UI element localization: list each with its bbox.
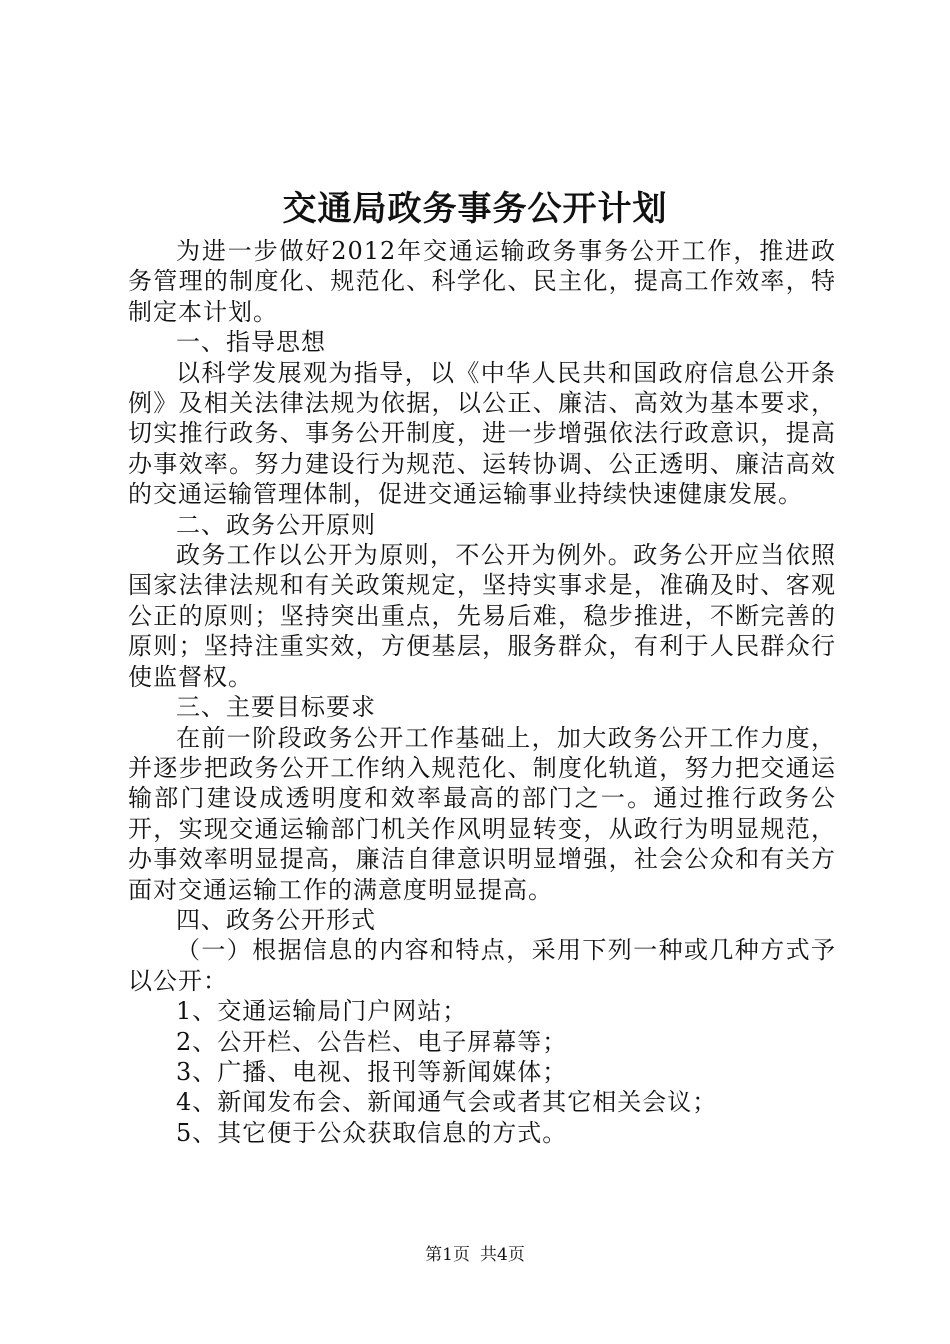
section-heading-forms: 四、政务公开形式	[176, 905, 376, 934]
guiding-ideology-paragraph: 以科学发展观为指导，以《中华人民共和国政府信息公开条例》及相关法律法规为依据，以公正、廉洁、高效为基本要求，切实推行政务、事务公开制度，进一步增强依法行政意识，提高办事效率。努力建设行为规范、运转协调、公正透明、廉洁高效的交通运输管理体制，促进交通运输事业持续快速健康发展。	[128, 358, 836, 509]
section-heading-principles: 二、政务公开原则	[176, 510, 376, 539]
document-body	[128, 236, 836, 1148]
list-item: 2、公开栏、公告栏、电子屏幕等；	[176, 1027, 568, 1056]
list-item: 5、其它便于公众获取信息的方式。	[176, 1118, 568, 1147]
page-total: 共4页	[480, 1245, 525, 1265]
section-heading-guiding-ideology: 一、指导思想	[176, 328, 326, 357]
forms-intro-paragraph: （一）根据信息的内容和特点，采用下列一种或几种方式予以公开：	[128, 936, 836, 995]
intro-paragraph: 为进一步做好2012年交通运输政务事务公开工作，推进政务管理的制度化、规范化、科学化、民主化，提高工作效率，特制定本计划。	[128, 237, 836, 326]
list-item: 1、交通运输局门户网站；	[176, 997, 468, 1026]
list-item: 4、新闻发布会、新闻通气会或者其它相关会议；	[176, 1088, 718, 1117]
list-item: 3、广播、电视、报刊等新闻媒体；	[176, 1057, 568, 1086]
document-title: 交通局政务事务公开计划	[282, 189, 668, 229]
objectives-paragraph: 在前一阶段政务公开工作基础上，加大政务公开工作力度，并逐步把政务公开工作纳入规范化、制度化轨道，努力把交通运输部门建设成透明度和效率最高的部门之一。通过推行政务公开，实现交通运输部门机关作风明显转变，从政行为明显规范，办事效率明显提高，廉洁自律意识明显增强，社会公众和有关方面对交通运输工作的满意度明显提高。	[128, 723, 836, 904]
page-number: 第1页	[425, 1245, 470, 1265]
section-heading-objectives: 三、主要目标要求	[176, 693, 376, 722]
principles-paragraph: 政务工作以公开为原则，不公开为例外。政务公开应当依照国家法律法规和有关政策规定，坚持实事求是，准确及时、客观公正的原则；坚持突出重点，先易后难，稳步推进，不断完善的原则；坚持注重实效，方便基层，服务群众，有利于人民群众行使监督权。	[128, 541, 836, 691]
page-footer	[0, 1244, 950, 1266]
